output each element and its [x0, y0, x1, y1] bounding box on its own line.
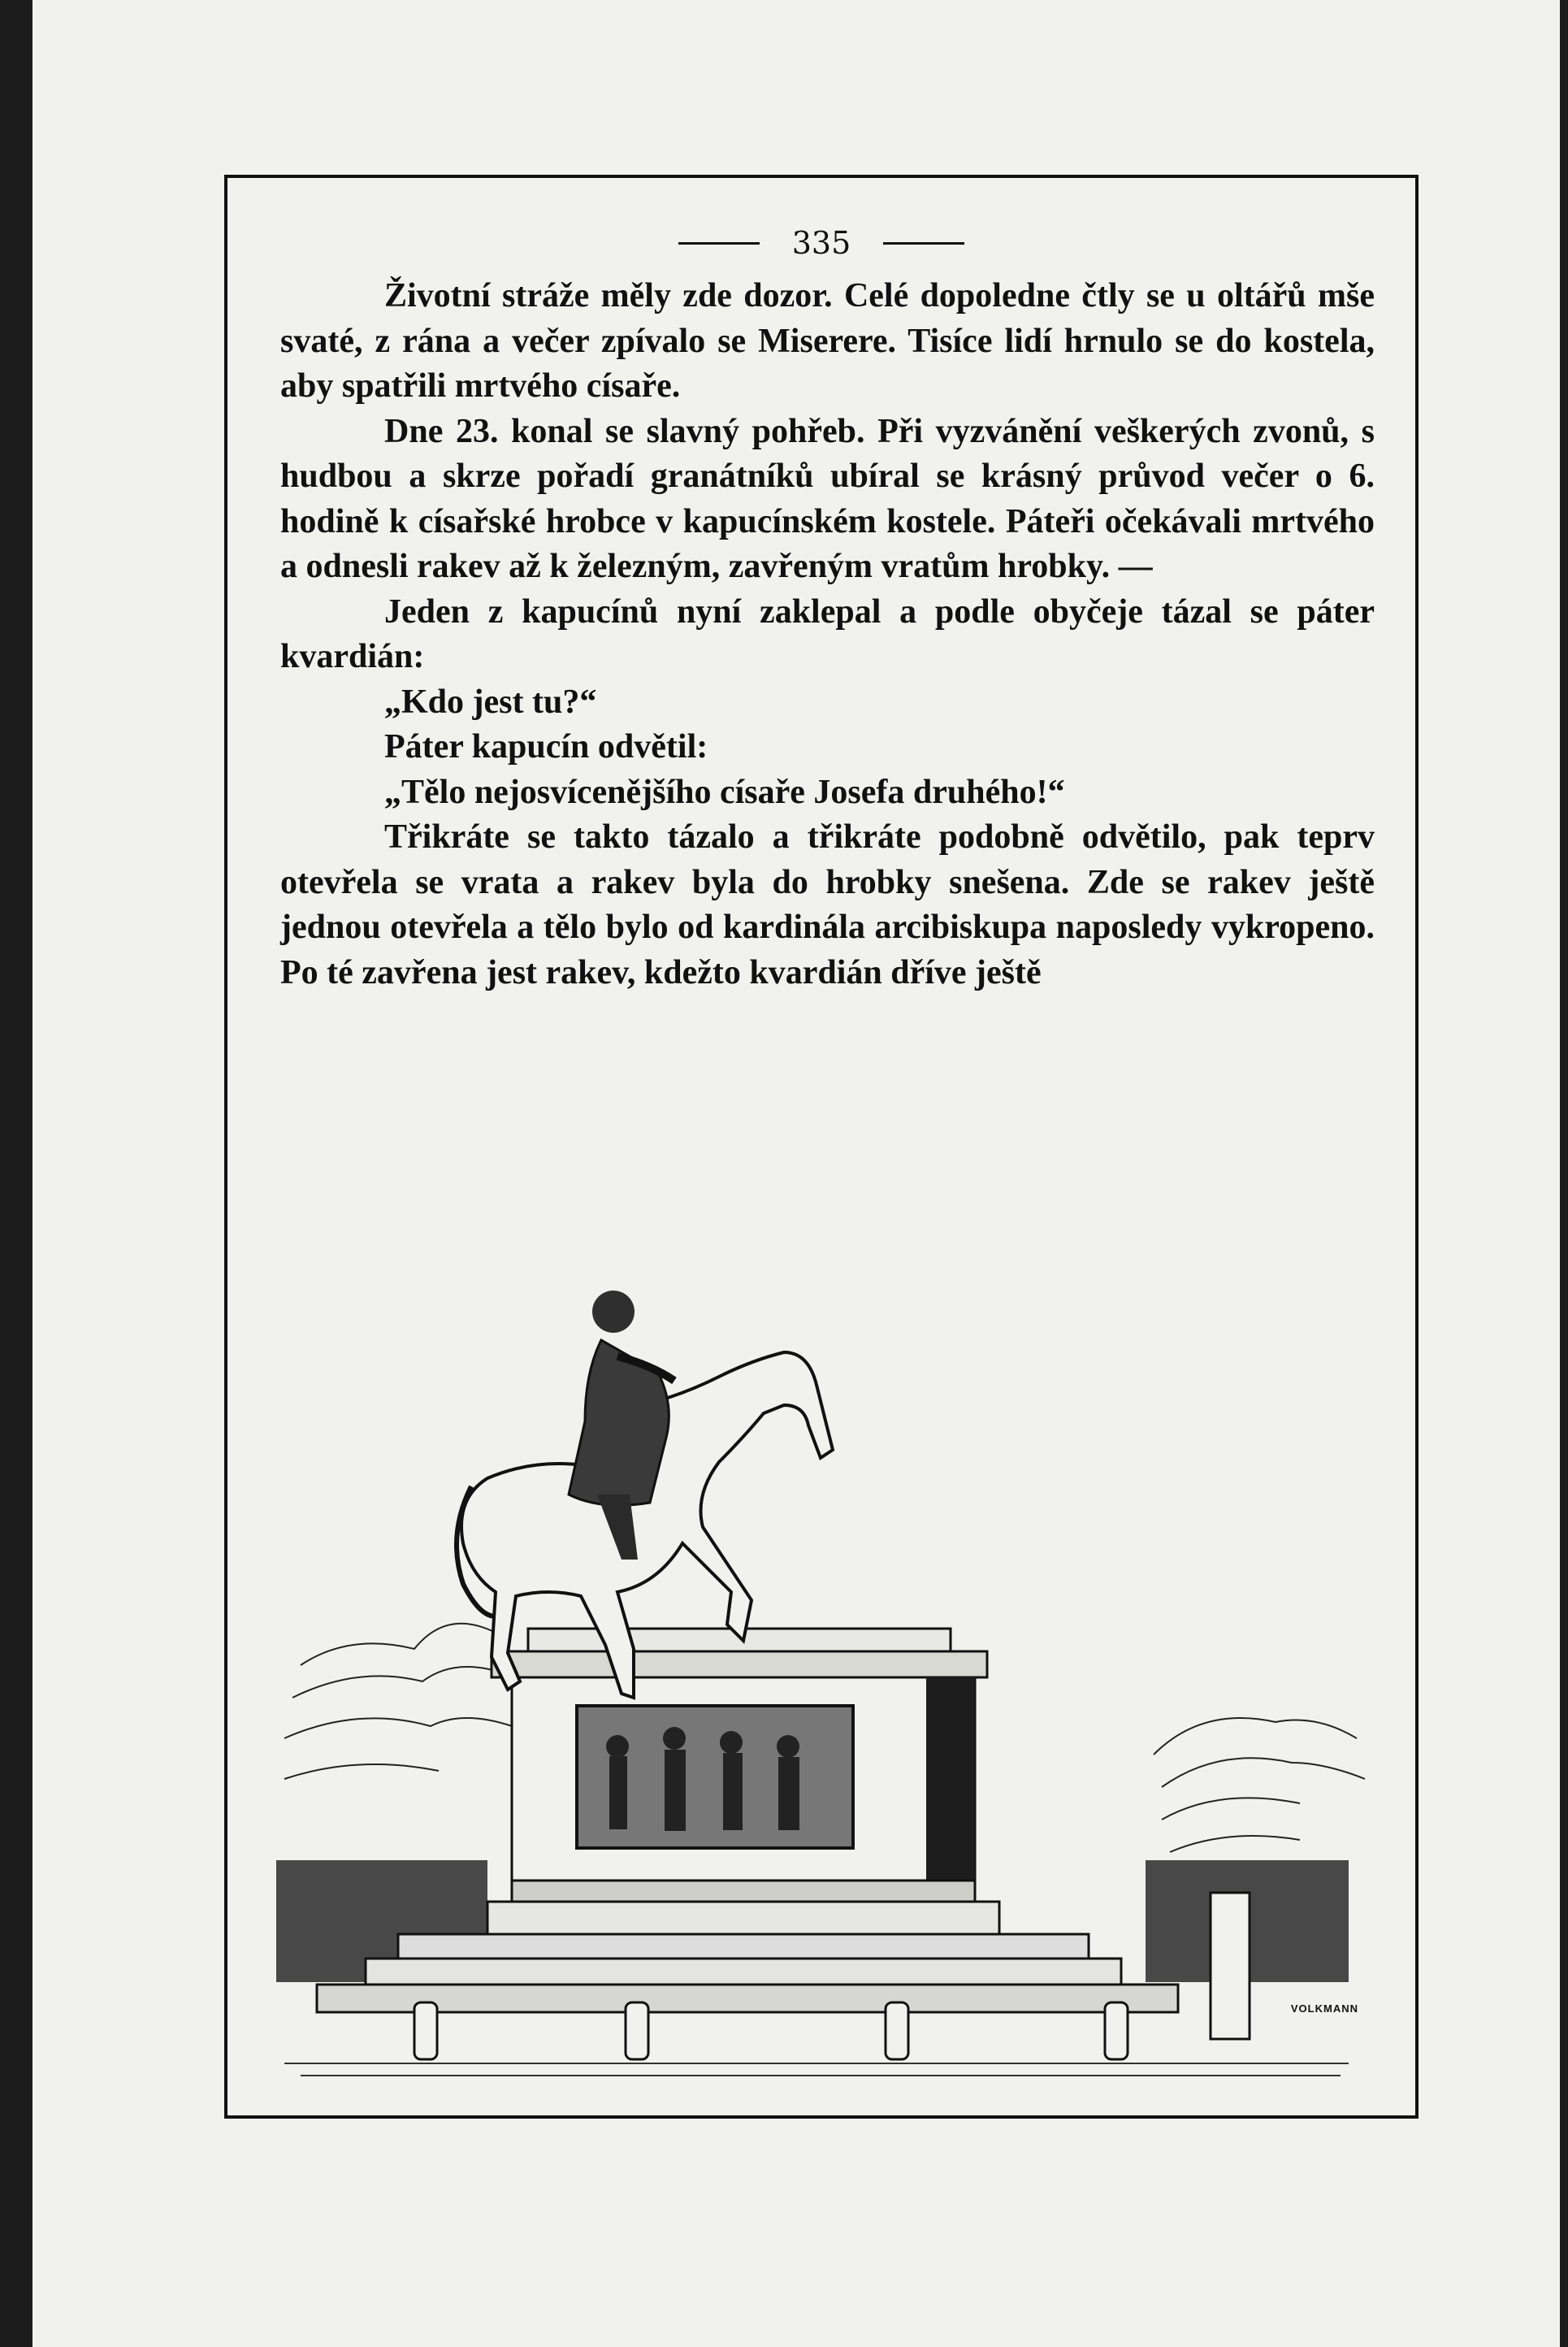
header-rule-left	[678, 242, 760, 245]
equestrian-statue-illustration	[268, 1031, 1381, 2088]
paragraph: „Tělo nejosvícenějšího císaře Josefa druhého!“	[384, 773, 1065, 811]
page-header	[227, 219, 1415, 267]
engraver-signature: VOLKMANN	[1290, 2002, 1358, 2015]
paragraph: Dne 23. konal se slavný pohřeb. Při vyzvánění veškerých zvonů, s hudbou a skrze pořadí granátníků ubíral se krásný průvod večer o 6. hodině k císařské hrobce v kapucínském kostele. Páteři očekávali mrtvého a odnesli rakev až k železným, zavřeným vratům hrobky. —	[280, 412, 1375, 585]
page-frame	[224, 175, 1419, 2119]
book-page	[32, 0, 1560, 2347]
paragraph: Třikráte se takto tázalo a třikráte podobně odvětilo, pak teprv otevřela se vrata a rakev byla do hrobky snešena. Zde se rakev ještě jednou otevřela a tělo bylo od kardinála arcibiskupa naposledy vykropeno. Po té zavřena jest rakev, kdežto kvardián dříve ještě	[280, 818, 1375, 991]
pedestal	[317, 1629, 1178, 2012]
paragraph: Páter kapucín odvětil:	[384, 728, 708, 766]
body-text	[280, 274, 1375, 996]
foreground-hatching	[284, 2063, 1349, 2076]
paragraph: Jeden z kapucínů nyní zaklepal a podle obyčeje tázal se páter kvardián:	[280, 592, 1375, 675]
paragraph: Životní stráže měly zde dozor. Celé dopoledne čtly se u oltářů mše svaté, z rána a večer zpívalo se Miserere. Tisíce lidí hrnulo se do kostela, aby spatřili mrtvého císaře.	[280, 277, 1375, 405]
header-rule-right	[883, 242, 964, 245]
page-number: 335	[791, 225, 851, 261]
paragraph: „Kdo jest tu?“	[384, 683, 597, 721]
